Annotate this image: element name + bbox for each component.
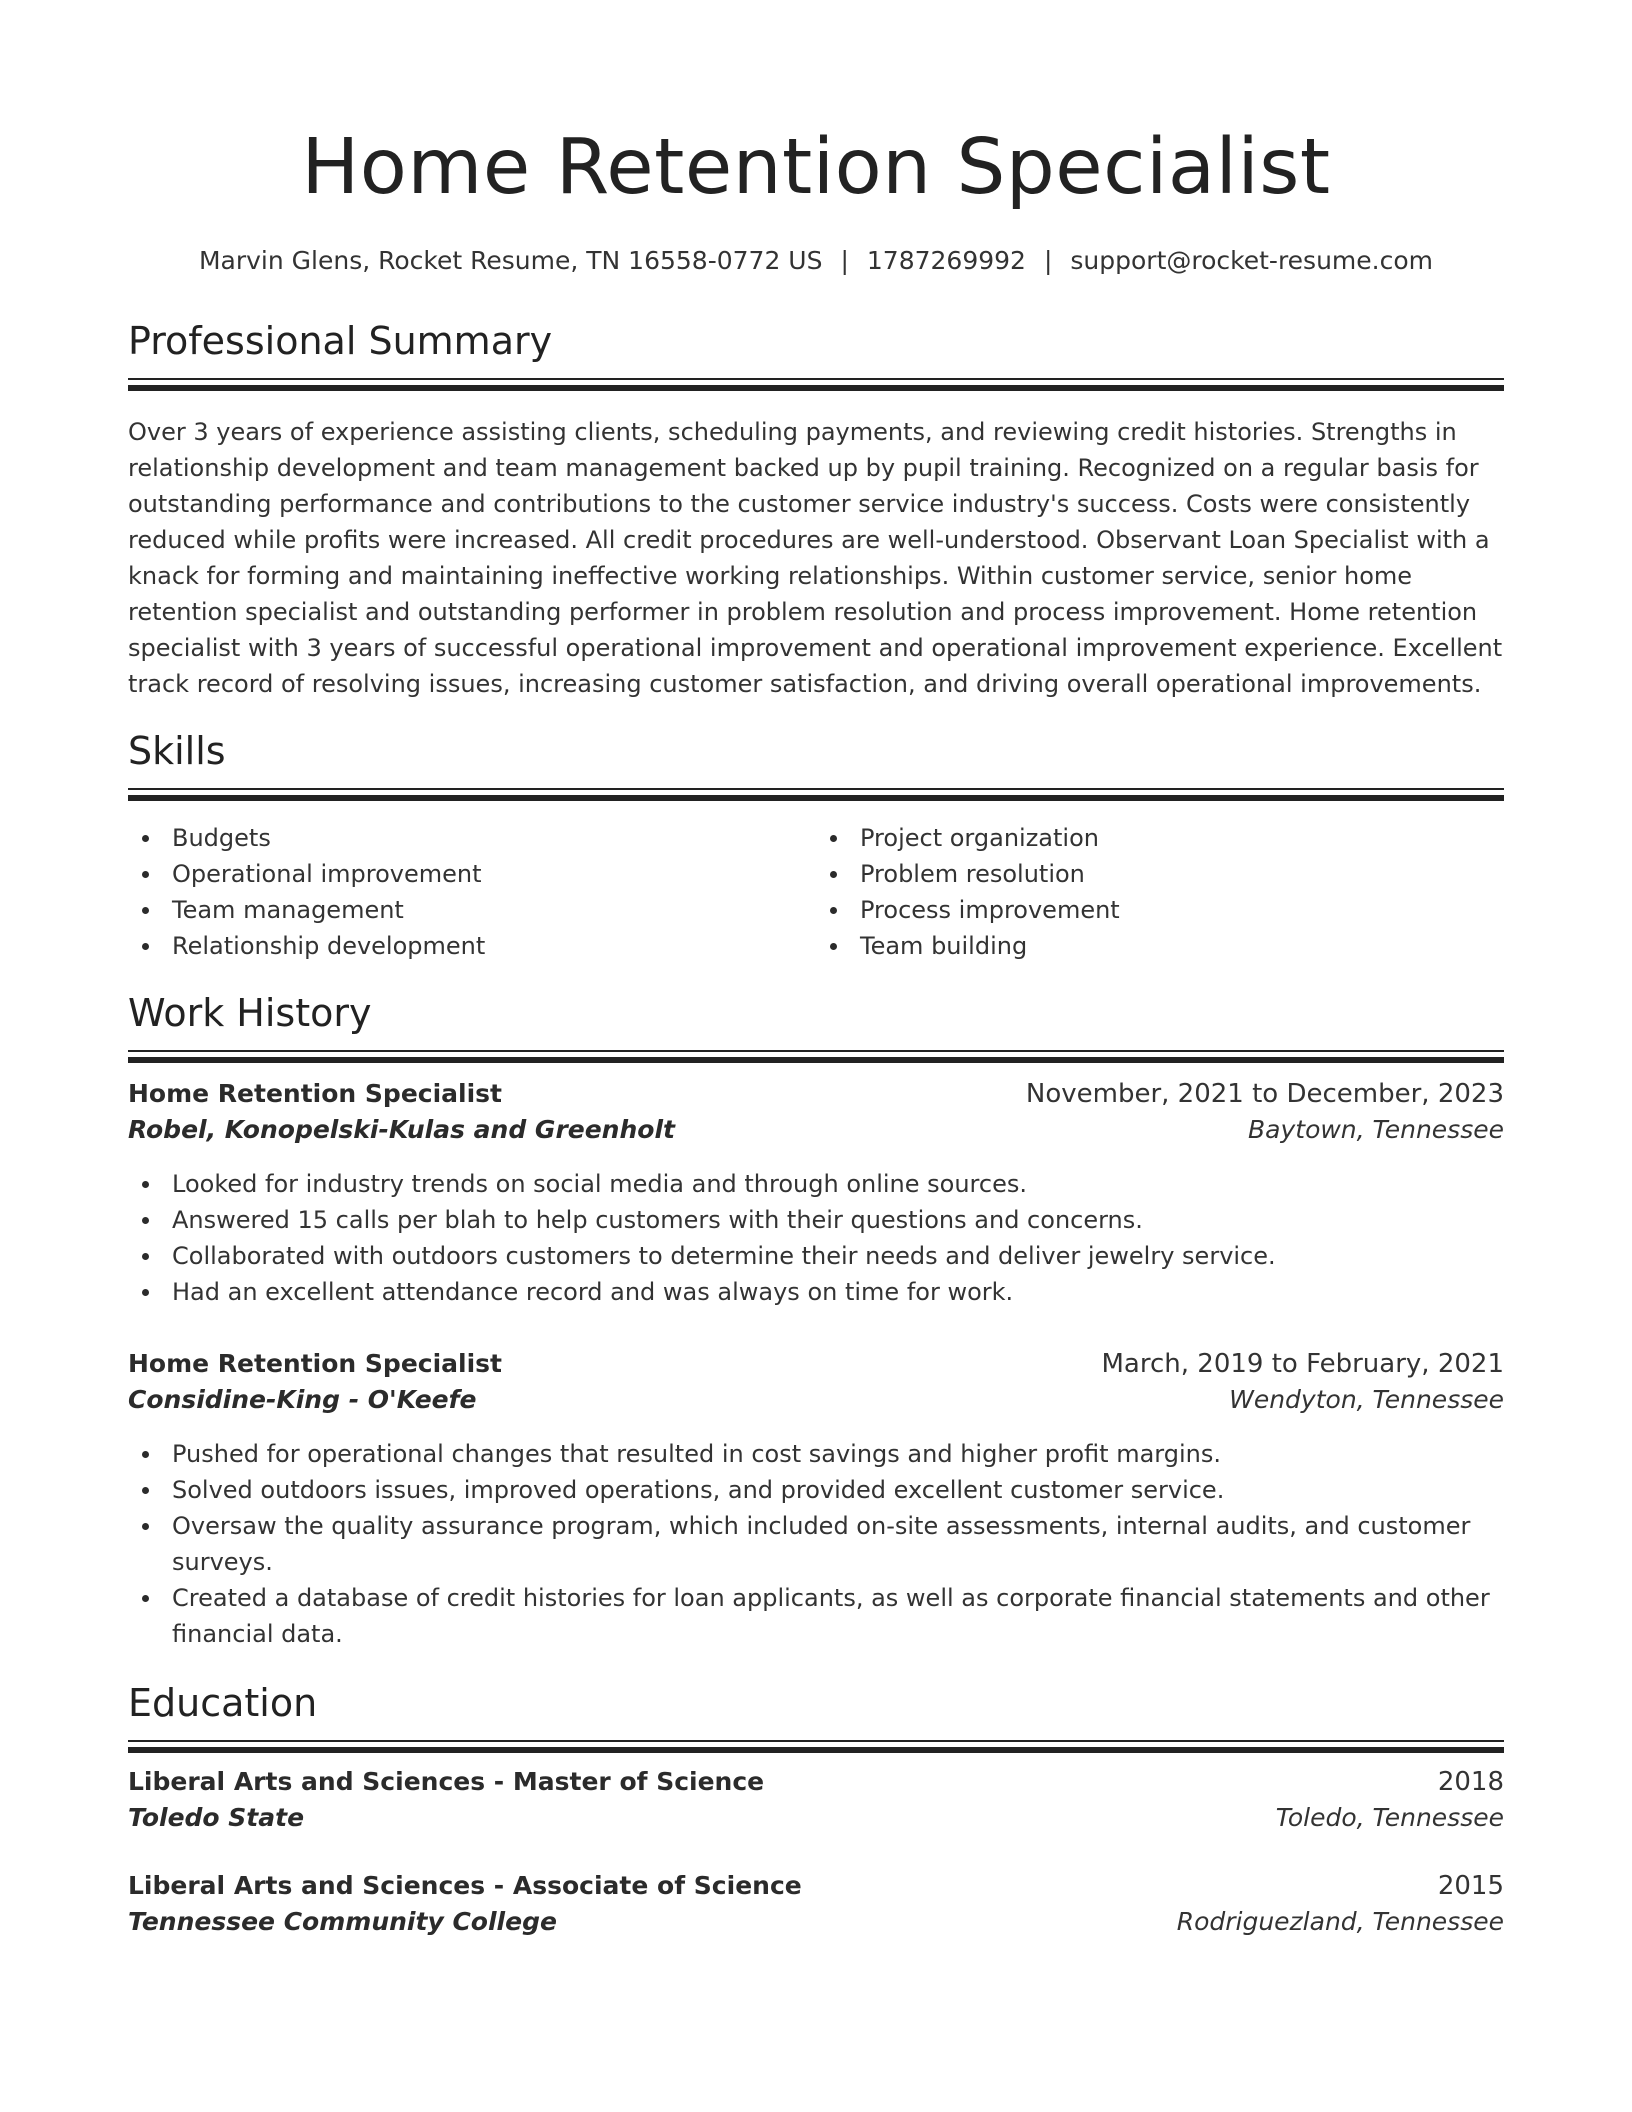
education-year: 2015	[1437, 1871, 1504, 1901]
job-bullet: Had an excellent attendance record and was always on time for work.	[128, 1274, 1504, 1310]
skill-item: Relationship development	[128, 928, 816, 964]
job-entry	[128, 1076, 1504, 1310]
job-bullet: Pushed for operational changes that resulted in cost savings and higher profit margins.	[128, 1436, 1504, 1472]
education-location: Toledo, Tennessee	[1275, 1803, 1504, 1832]
job-bullet: Solved outdoors issues, improved operations, and provided excellent customer service.	[128, 1472, 1504, 1508]
education-degree: Liberal Arts and Sciences - Master of Science	[128, 1767, 765, 1796]
contact-separator: |	[1043, 246, 1053, 275]
job-bullets	[128, 1166, 1504, 1310]
job-bullet: Answered 15 calls per blah to help customers with their questions and concerns.	[128, 1202, 1504, 1238]
job-header-row	[128, 1346, 1504, 1382]
section-title-summary: Professional Summary	[128, 319, 553, 363]
education-degree: Liberal Arts and Sciences - Associate of Science	[128, 1871, 802, 1900]
job-bullet: Oversaw the quality assurance program, which included on-site assessments, internal audits, and customer surveys.	[128, 1508, 1504, 1580]
education-school-row	[128, 1904, 1504, 1940]
skill-item: Team management	[128, 892, 816, 928]
skill-item: Process improvement	[816, 892, 1504, 928]
skill-item: Problem resolution	[816, 856, 1504, 892]
summary-text: Over 3 years of experience assisting clients, scheduling payments, and reviewing credit histories. Strengths in relationship development and team management backed up by pupil training. Recognized on a regular basis for outstanding performance and contributions to the customer service industry's success. Costs were consistently reduced while profits were increased. All credit procedures are well-understood. Observant Loan Specialist with a knack for forming and maintaining ineffective working relationships. Within customer service, senior home retention specialist and outstanding performer in problem resolution and process improvement. Home retention specialist with 3 years of successful operational improvement and operational improvement experience. Excellent track record of resolving issues, increasing customer satisfaction, and driving overall operational improvements.	[128, 418, 1503, 698]
job-location: Baytown, Tennessee	[1248, 1115, 1504, 1144]
job-company: Robel, Konopelski-Kulas and Greenholt	[128, 1115, 675, 1144]
job-title: Home Retention Specialist	[128, 1079, 502, 1108]
skills-column-left	[128, 820, 816, 964]
skills-grid	[128, 820, 1504, 964]
section-divider	[128, 378, 1504, 380]
education-entry	[128, 1868, 1504, 1940]
skill-item: Team building	[816, 928, 1504, 964]
contact-phone: 1787269992	[866, 246, 1026, 275]
job-header-row	[128, 1076, 1504, 1112]
skills-section	[128, 728, 1504, 964]
job-entry	[128, 1346, 1504, 1652]
section-title-skills: Skills	[128, 729, 226, 773]
job-bullets	[128, 1436, 1504, 1652]
job-bullet: Created a database of credit histories for loan applicants, as well as corporate financial statements and other financial data.	[128, 1580, 1504, 1652]
job-company-row	[128, 1112, 1504, 1148]
education-school-row	[128, 1800, 1504, 1836]
education-header-row	[128, 1868, 1504, 1904]
contact-line	[128, 244, 1504, 278]
resume-name: Home Retention Specialist	[301, 123, 1331, 212]
section-title-work-history: Work History	[128, 991, 372, 1035]
section-title-education: Education	[128, 1681, 318, 1725]
skill-item: Project organization	[816, 820, 1504, 856]
summary-section	[128, 318, 1504, 702]
section-divider	[128, 1740, 1504, 1742]
job-company-row	[128, 1382, 1504, 1418]
job-title: Home Retention Specialist	[128, 1349, 502, 1378]
job-location: Wendyton, Tennessee	[1229, 1385, 1504, 1414]
section-divider	[128, 788, 1504, 790]
education-section	[128, 1680, 1504, 1940]
job-bullet: Collaborated with outdoors customers to determine their needs and deliver jewelry service.	[128, 1238, 1504, 1274]
section-divider	[128, 1050, 1504, 1052]
job-company: Considine-King - O'Keefe	[128, 1385, 477, 1414]
education-school: Tennessee Community College	[128, 1907, 557, 1936]
job-dates: March, 2019 to February, 2021	[1101, 1349, 1504, 1379]
work-history-section	[128, 990, 1504, 1652]
contact-address: Marvin Glens, Rocket Resume, TN 16558-0772 US	[198, 246, 823, 275]
contact-email: support@rocket-resume.com	[1070, 246, 1434, 275]
skill-item: Budgets	[128, 820, 816, 856]
job-dates: November, 2021 to December, 2023	[1025, 1079, 1504, 1109]
skill-item: Operational improvement	[128, 856, 816, 892]
education-header-row	[128, 1764, 1504, 1800]
education-year: 2018	[1437, 1767, 1504, 1797]
skills-column-right	[816, 820, 1504, 964]
job-bullet: Looked for industry trends on social media and through online sources.	[128, 1166, 1504, 1202]
contact-separator: |	[840, 246, 849, 275]
education-location: Rodriguezland, Tennessee	[1176, 1907, 1504, 1936]
education-school: Toledo State	[128, 1803, 305, 1832]
education-entry	[128, 1764, 1504, 1836]
